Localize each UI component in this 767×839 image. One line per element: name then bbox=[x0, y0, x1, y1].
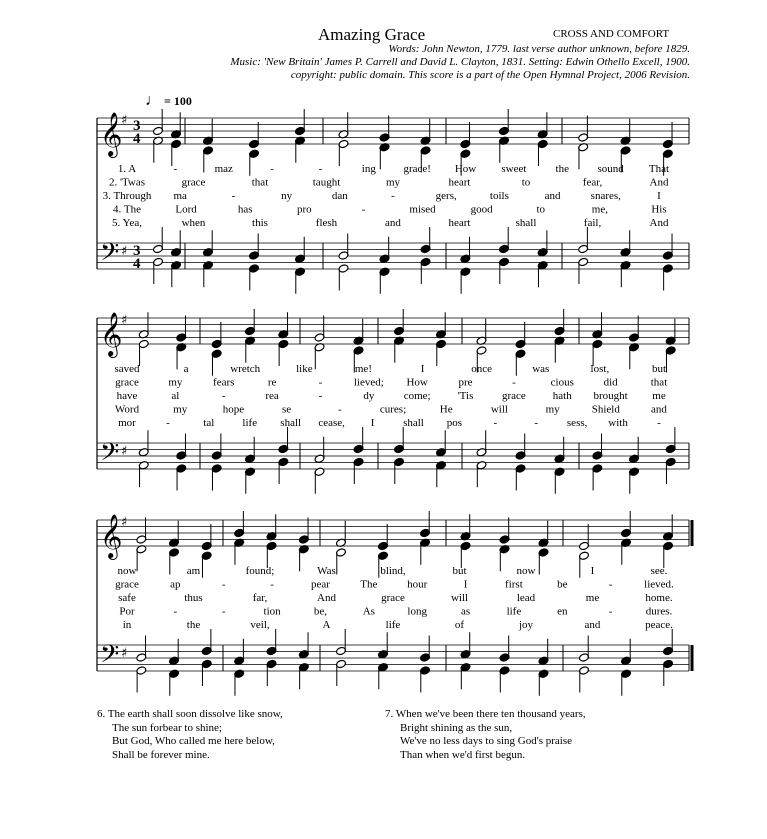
lyric-syllable: cious bbox=[550, 376, 574, 389]
lyric-syllable: flesh bbox=[315, 217, 338, 229]
lyric-syllable: fear, bbox=[582, 176, 603, 189]
lyric-syllable: life bbox=[242, 417, 258, 429]
lyric-syllable: How bbox=[454, 163, 477, 175]
verse-7 bbox=[385, 708, 586, 762]
lyric-syllable: to bbox=[521, 176, 531, 189]
lyric-syllable: peace. bbox=[645, 619, 673, 631]
lyric-syllable: al bbox=[171, 390, 180, 402]
lyric-syllable: did bbox=[603, 376, 618, 389]
lyric-syllable: And bbox=[317, 592, 336, 604]
lyric-syllable: first bbox=[505, 578, 523, 591]
lyric-syllable: pre bbox=[458, 376, 473, 389]
lyric-syllable: veil, bbox=[250, 619, 270, 631]
lyric-syllable: I bbox=[657, 190, 661, 202]
lyric-syllable: heart bbox=[448, 217, 471, 229]
lyric-syllable: A bbox=[322, 619, 331, 631]
lyric-syllable: but bbox=[651, 363, 667, 375]
lyric-syllable: long bbox=[407, 605, 427, 618]
lyric-syllable: Por bbox=[119, 605, 135, 618]
lyric-syllable: life bbox=[506, 605, 522, 618]
time-signature: 3 bbox=[133, 118, 141, 134]
lyric-syllable: - bbox=[657, 417, 661, 429]
lyric-syllable: 3. Through bbox=[102, 190, 152, 202]
lyric-syllable: His bbox=[651, 203, 667, 216]
lyric-syllable: my bbox=[385, 176, 401, 189]
sharp-icon: ♯ bbox=[121, 313, 128, 328]
lyric-syllable: cease, bbox=[318, 417, 345, 429]
lyric-syllable: my bbox=[545, 403, 560, 416]
lyric-syllable: of bbox=[454, 619, 465, 631]
lyric-syllable: - bbox=[534, 417, 539, 429]
lyric-syllable: tion bbox=[263, 605, 281, 618]
lyric-syllable: lost, bbox=[590, 363, 610, 375]
lyric-syllable: the bbox=[186, 619, 201, 631]
lyric-syllable: safe bbox=[118, 592, 136, 604]
lyric-syllable: dy bbox=[363, 390, 375, 402]
lyric-syllable: and bbox=[651, 403, 667, 416]
lyric-syllable: thus bbox=[184, 592, 203, 604]
verse-line: Bright shining as the sun, bbox=[400, 721, 513, 734]
credit-copyright: copyright: public domain. This score is a part of the Open Hymnal Project, 2006 Revision. bbox=[290, 69, 690, 81]
lyric-syllable: that bbox=[650, 376, 668, 389]
lyric-syllable: brought bbox=[593, 390, 628, 402]
lyric-syllable: - bbox=[608, 578, 613, 591]
lyric-syllable: And bbox=[649, 217, 669, 229]
lyric-syllable: and bbox=[385, 217, 401, 229]
lyric-syllable: ma bbox=[173, 190, 187, 202]
lyric-syllable: - bbox=[270, 163, 274, 175]
lyric-syllable: - bbox=[318, 376, 323, 389]
lyric-syllable: - bbox=[173, 605, 178, 618]
lyric-syllable: grace bbox=[502, 390, 526, 402]
lyric-syllable: home. bbox=[645, 592, 673, 604]
lyric-syllable: - bbox=[173, 163, 178, 175]
lyric-syllable: lieved. bbox=[644, 578, 674, 591]
lyric-syllable: found; bbox=[245, 565, 275, 577]
lyric-syllable: I bbox=[590, 565, 595, 577]
lyric-syllable: gers, bbox=[435, 190, 457, 202]
time-signature: 3 bbox=[133, 243, 141, 259]
lyric-syllable: 'Tis bbox=[457, 390, 474, 402]
treble-clef-icon: 𝄞 bbox=[100, 112, 123, 156]
tempo-value: = 100 bbox=[164, 94, 192, 108]
lyric-syllable: Was bbox=[317, 565, 336, 577]
lyric-syllable: grace bbox=[181, 176, 206, 189]
lyric-syllable: hath bbox=[552, 390, 572, 402]
lyric-syllable: dures. bbox=[645, 605, 673, 618]
lyric-syllable: snares, bbox=[590, 190, 621, 202]
lyric-syllable: be, bbox=[313, 605, 328, 618]
lyric-syllable: but bbox=[452, 565, 467, 577]
lyric-syllable: ing bbox=[361, 163, 376, 175]
sharp-icon: ♯ bbox=[121, 244, 128, 259]
lyric-syllable: - bbox=[512, 376, 516, 389]
lyric-syllable: was bbox=[532, 363, 550, 375]
lyric-syllable: have bbox=[116, 390, 138, 402]
lyric-syllable: - bbox=[361, 203, 366, 216]
lyric-syllable: am bbox=[186, 565, 201, 577]
verse-line: The sun forbear to shine; bbox=[112, 721, 222, 734]
lyric-syllable: That bbox=[648, 163, 670, 175]
lyric-syllable: The bbox=[360, 578, 378, 591]
lyric-syllable: pos bbox=[446, 417, 463, 429]
lyric-syllable: grace! bbox=[403, 163, 431, 175]
lyric-syllable: that bbox=[251, 176, 269, 189]
lyric-syllable: me, bbox=[591, 203, 608, 216]
lyric-syllable: will bbox=[490, 403, 508, 416]
lyric-syllable: I bbox=[463, 578, 468, 591]
lyric-syllable: - bbox=[231, 190, 236, 202]
lyric-syllable: grace bbox=[115, 376, 139, 389]
lyric-syllable: come; bbox=[403, 390, 431, 402]
lyric-syllable: shall bbox=[403, 417, 424, 429]
sharp-icon: ♯ bbox=[121, 646, 128, 661]
lyric-syllable: - bbox=[608, 605, 613, 618]
lyric-syllable: - bbox=[221, 390, 226, 402]
lyric-syllable: se bbox=[282, 403, 292, 416]
verse-line: Than when we'd first begun. bbox=[400, 748, 526, 761]
lyric-syllable: sound bbox=[597, 163, 624, 175]
verse-line: 6. The earth shall soon dissolve like snow, bbox=[97, 708, 283, 720]
lyric-syllable: As bbox=[362, 605, 375, 618]
lyric-syllable: see. bbox=[650, 565, 668, 577]
lyric-syllable: wretch bbox=[230, 363, 261, 375]
lyric-syllable: - bbox=[166, 417, 170, 429]
lyric-syllable: a bbox=[183, 363, 189, 375]
lyric-syllable: And bbox=[649, 176, 669, 189]
lyric-syllable: grace bbox=[381, 592, 405, 604]
lyric-syllable: as bbox=[460, 605, 471, 618]
verse-line: But God, Who called me here below, bbox=[112, 735, 275, 747]
lyric-syllable: sess, bbox=[566, 417, 588, 429]
lyric-syllable: cures; bbox=[379, 403, 407, 416]
lyric-syllable: now bbox=[516, 565, 536, 577]
lyric-syllable: the bbox=[555, 163, 569, 175]
lyric-syllable: my bbox=[168, 376, 183, 389]
lyric-syllable: good bbox=[470, 203, 493, 216]
lyric-syllable: re bbox=[267, 376, 277, 389]
quarter-note-icon: ♩ bbox=[145, 92, 161, 109]
lyric-syllable: pro bbox=[296, 203, 312, 216]
lyric-syllable: now bbox=[117, 565, 137, 577]
lyric-syllable: be bbox=[557, 578, 568, 591]
treble-clef-icon: 𝄞 bbox=[100, 514, 123, 558]
lyric-syllable: me bbox=[585, 592, 600, 604]
lyric-syllable: far, bbox=[252, 592, 268, 604]
lyric-syllable: Word bbox=[114, 403, 140, 416]
lyric-syllable: 2. 'Twas bbox=[108, 176, 146, 189]
lyric-syllable: - bbox=[337, 403, 342, 416]
verse-line: We've no less days to sing God's praise bbox=[400, 735, 573, 747]
treble-clef-icon: 𝄞 bbox=[100, 312, 123, 356]
lyric-syllable: sweet bbox=[501, 163, 527, 175]
lyric-syllable: to bbox=[536, 203, 546, 216]
lyric-syllable: like bbox=[296, 363, 313, 375]
lyric-syllable: - bbox=[270, 578, 274, 591]
credit-music: Music: 'New Britain' James P. Carrell and David L. Clayton, 1831. Setting: Edwin Othello Excell, 1900. bbox=[230, 56, 690, 68]
verse-line: Shall be forever mine. bbox=[112, 748, 210, 761]
lyric-syllable: in bbox=[122, 619, 132, 631]
lyric-syllable: mised bbox=[409, 203, 436, 216]
lyric-syllable: grace bbox=[115, 578, 139, 591]
lyric-syllable: Lord bbox=[175, 203, 197, 216]
lyric-syllable: How bbox=[406, 376, 428, 389]
lyric-syllable: tal bbox=[203, 417, 215, 429]
lyric-syllable: lieved; bbox=[353, 376, 384, 389]
time-signature: 4 bbox=[133, 131, 141, 147]
lyric-syllable: me bbox=[652, 390, 666, 402]
lyric-syllable: fail, bbox=[583, 217, 602, 229]
lyric-syllable: my bbox=[173, 403, 188, 416]
time-signature: 4 bbox=[133, 256, 141, 272]
lyric-syllable: rea bbox=[265, 390, 279, 402]
lyric-syllable: I bbox=[420, 363, 425, 375]
lyric-syllable: maz bbox=[214, 163, 233, 175]
lyric-syllable: - bbox=[221, 578, 226, 591]
lyric-syllable: once bbox=[471, 363, 493, 375]
lyric-syllable: 4. The bbox=[113, 203, 141, 216]
lyric-syllable: has bbox=[237, 203, 253, 216]
lyric-syllable: life bbox=[385, 619, 401, 631]
category-label: CROSS AND COMFORT bbox=[553, 28, 670, 40]
page-title: Amazing Grace bbox=[318, 25, 426, 44]
lyric-syllable: pear bbox=[310, 578, 330, 591]
sharp-icon: ♯ bbox=[121, 515, 128, 530]
lyric-syllable: dan bbox=[331, 190, 348, 202]
lyric-syllable: hope bbox=[222, 403, 245, 416]
lyric-syllable: and bbox=[584, 619, 601, 631]
lyric-syllable: joy bbox=[518, 619, 534, 631]
lyric-syllable: with bbox=[608, 417, 628, 429]
lyric-syllable: - bbox=[221, 605, 226, 618]
lyric-syllable: 5. Yea, bbox=[112, 217, 142, 229]
sharp-icon: ♯ bbox=[121, 444, 128, 459]
lyric-syllable: me! bbox=[354, 363, 372, 375]
lyric-syllable: shall bbox=[280, 417, 302, 429]
bass-clef-icon: 𝄢 bbox=[100, 640, 120, 675]
lyric-syllable: Shield bbox=[591, 403, 620, 416]
lyric-syllable: hour bbox=[407, 578, 428, 591]
credit-words: Words: John Newton, 1779. last verse author unknown, before 1829. bbox=[388, 43, 690, 55]
lyric-syllable: 1. A bbox=[117, 163, 137, 175]
lyric-syllable: saved bbox=[114, 363, 140, 375]
lyric-syllable: He bbox=[439, 403, 453, 416]
lyric-syllable: lead bbox=[516, 592, 536, 604]
lyric-syllable: - bbox=[493, 417, 498, 429]
lyric-syllable: this bbox=[252, 217, 268, 229]
lyric-syllable: and bbox=[544, 190, 561, 202]
verse-line: 7. When we've been there ten thousand years, bbox=[385, 708, 586, 720]
lyric-syllable: - bbox=[318, 390, 323, 402]
bass-clef-icon: 𝄢 bbox=[100, 438, 120, 473]
lyric-syllable: - bbox=[391, 190, 395, 202]
lyric-syllable: ny bbox=[281, 190, 293, 202]
lyric-syllable: en bbox=[557, 605, 568, 618]
lyric-syllable: I bbox=[370, 417, 375, 429]
lyric-syllable: fears bbox=[213, 376, 235, 389]
lyric-syllable: - bbox=[318, 163, 323, 175]
lyric-syllable: ap bbox=[170, 578, 181, 591]
lyric-syllable: mor bbox=[118, 417, 136, 429]
lyric-syllable: shall bbox=[515, 217, 537, 229]
bass-clef-icon: 𝄢 bbox=[100, 238, 120, 273]
lyric-syllable: toils bbox=[489, 190, 509, 202]
lyric-syllable: blind, bbox=[380, 565, 406, 577]
verse-6 bbox=[97, 708, 283, 762]
sharp-icon: ♯ bbox=[121, 113, 128, 128]
lyric-syllable: when bbox=[181, 217, 206, 229]
lyric-syllable: heart bbox=[448, 176, 471, 189]
lyric-syllable: will bbox=[450, 592, 469, 604]
lyric-syllable: taught bbox=[312, 176, 341, 189]
